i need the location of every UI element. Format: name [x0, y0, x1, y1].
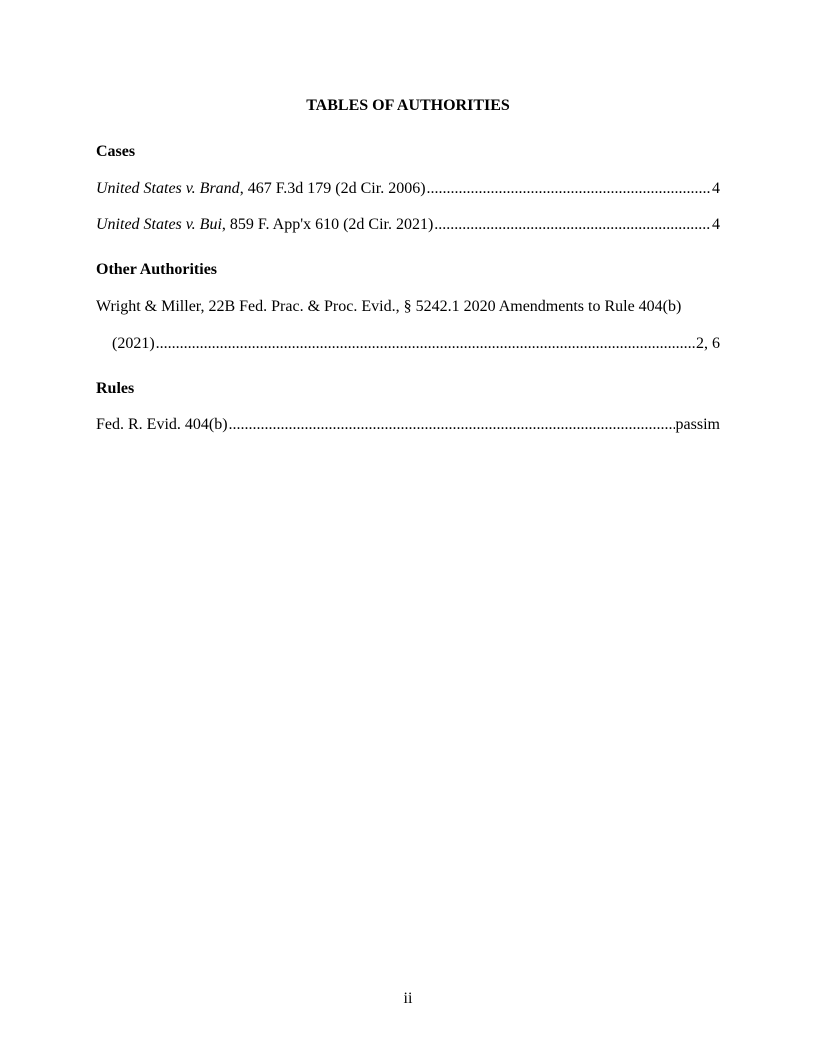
- page-title: TABLES OF AUTHORITIES: [306, 97, 510, 114]
- dot-leader: [434, 215, 711, 235]
- page-reference: passim: [675, 416, 720, 433]
- page-reference: 2, 6: [696, 335, 720, 352]
- section-heading-other-authorities: Other Authorities: [96, 261, 218, 278]
- case-name: United States v. Brand: [96, 180, 240, 197]
- page-reference: 4: [712, 216, 720, 233]
- page-number: ii: [403, 990, 413, 1007]
- case-citation: , 859 F. App'x 610 (2d Cir. 2021): [221, 216, 434, 233]
- entry-text: Fed. R. Evid. 404(b): [96, 416, 228, 433]
- case-name: United States v. Bui: [96, 216, 222, 233]
- page-reference: 4: [712, 180, 720, 197]
- dot-leader: [229, 415, 675, 435]
- entry-text: (2021): [112, 335, 155, 352]
- toa-entry: [96, 415, 720, 435]
- dot-leader: [156, 334, 695, 354]
- toa-entry: [96, 215, 720, 235]
- dot-leader: [427, 179, 711, 199]
- toa-entry-line1: Wright & Miller, 22B Fed. Prac. & Proc. Evid., § 5242.1 2020 Amendments to Rule 404(b): [96, 298, 682, 315]
- section-heading-rules: Rules: [96, 380, 135, 397]
- case-citation: , 467 F.3d 179 (2d Cir. 2006): [239, 180, 426, 197]
- section-heading-cases: Cases: [96, 143, 136, 160]
- toa-entry-continuation: [112, 334, 720, 354]
- toa-entry: [96, 179, 720, 199]
